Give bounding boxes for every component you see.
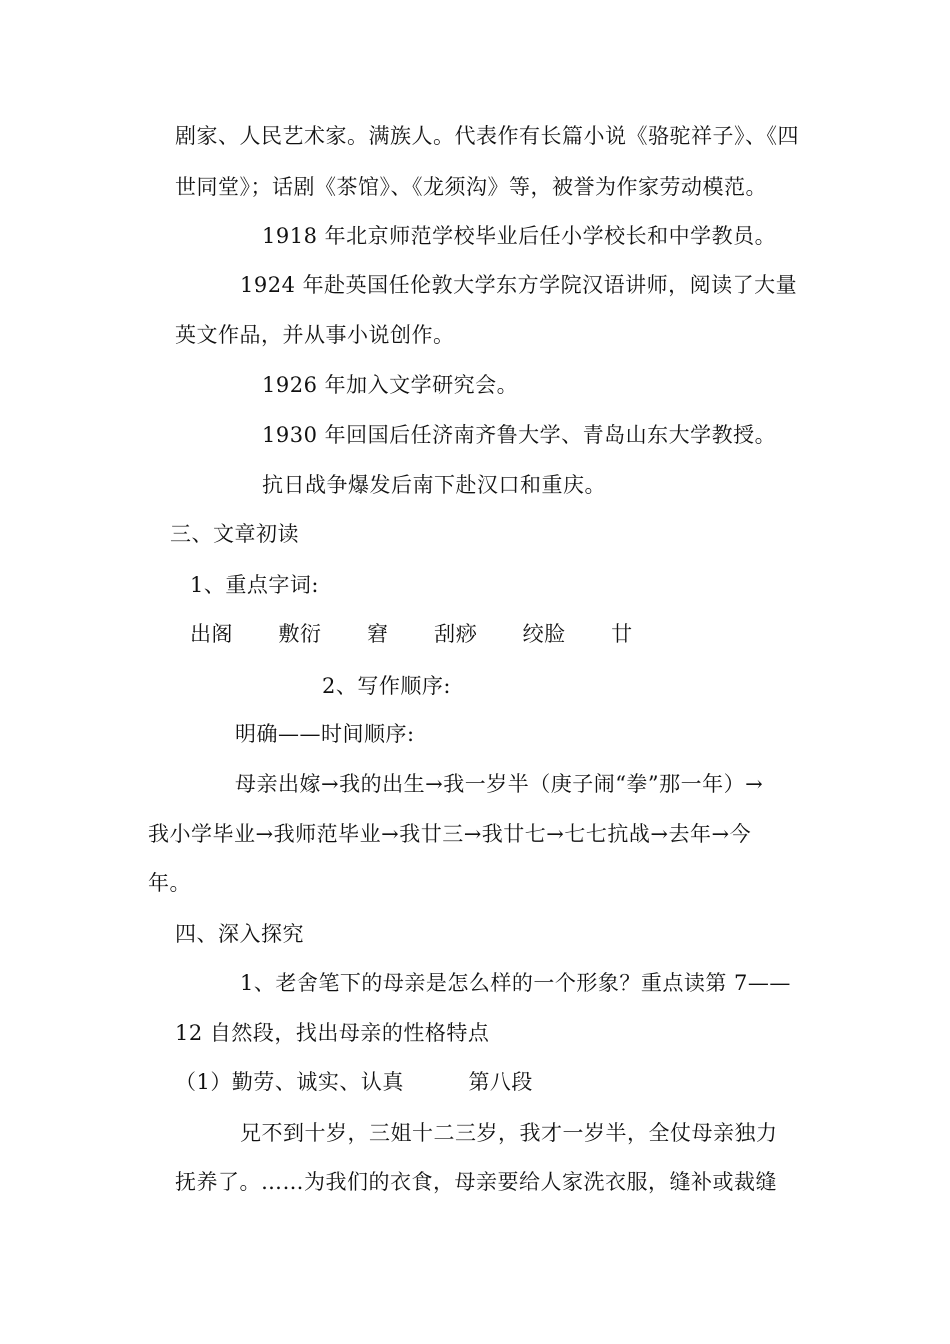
section-3-item-2: 2、写作顺序:	[322, 674, 451, 698]
event-1926: 1926 年加入文学研究会。	[262, 373, 519, 397]
quote-line-1: 兄不到十岁，三姐十二三岁，我才一岁半，全仗母亲独力	[240, 1121, 778, 1145]
event-1918: 1918 年北京师范学校毕业后任小学校长和中学教员。	[262, 224, 777, 248]
event-1924-line-2: 英文作品，并从事小说创作。	[175, 323, 455, 347]
sequence-line-2: 我小学毕业→我师范毕业→我廿三→我廿七→七七抗战→去年→今	[148, 822, 752, 846]
quote-line-2: 抚养了。……为我们的衣食，母亲要给人家洗衣服，缝补或裁缝	[175, 1170, 777, 1194]
section-3-heading: 三、文章初读	[170, 522, 299, 546]
question-1-line-1: 1、老舍笔下的母亲是怎么样的一个形象？重点读第 7——	[240, 971, 791, 995]
answer-label: 明确——时间顺序:	[235, 722, 415, 746]
bio-line-1: 剧家、人民艺术家。满族人。代表作有长篇小说《骆驼祥子》、《四	[175, 124, 799, 148]
event-war: 抗日战争爆发后南下赴汉口和重庆。	[262, 473, 606, 497]
sequence-line-3: 年。	[148, 871, 191, 895]
question-1-line-2: 12 自然段，找出母亲的性格特点	[175, 1021, 490, 1045]
key-words: 出阁 敷衍 窘 刮痧 绞脸 廿	[190, 622, 633, 646]
event-1924-line-1: 1924 年赴英国任伦敦大学东方学院汉语讲师，阅读了大量	[240, 273, 798, 297]
section-3-item-1: 1、重点字词:	[190, 573, 319, 597]
trait-1: （1）勤劳、诚实、认真 第八段	[175, 1070, 533, 1094]
bio-line-2: 世同堂》；话剧《茶馆》、《龙须沟》等，被誉为作家劳动模范。	[175, 175, 767, 199]
event-1930: 1930 年回国后任济南齐鲁大学、青岛山东大学教授。	[262, 423, 777, 447]
sequence-line-1: 母亲出嫁→我的出生→我一岁半（庚子闹“拳”那一年）→	[235, 772, 764, 796]
section-4-heading: 四、深入探究	[175, 922, 304, 946]
